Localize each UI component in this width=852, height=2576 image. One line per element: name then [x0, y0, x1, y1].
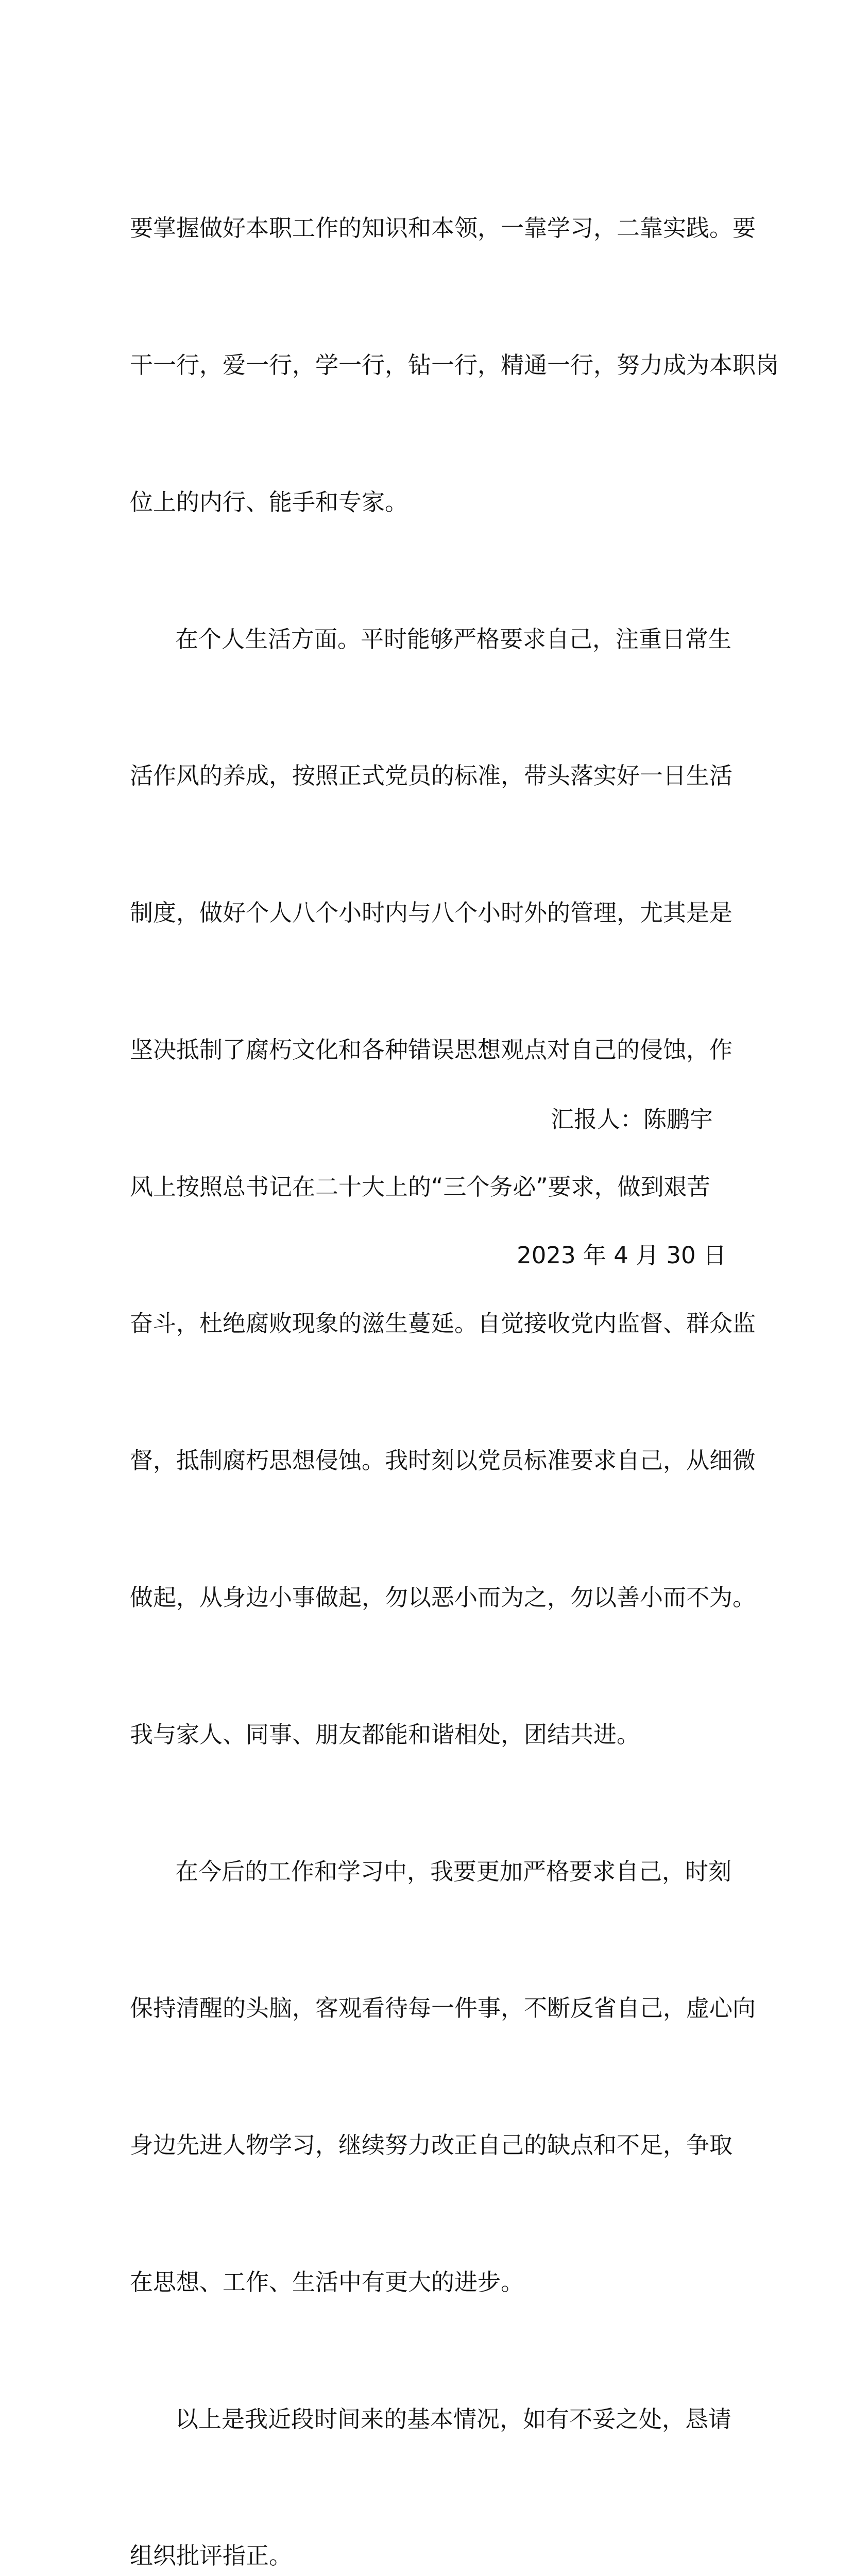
body-line: 活作风的养成，按照正式党员的标准，带头落实好一日生活: [130, 762, 733, 790]
body-line: 坚决抵制了腐朽文化和各种错误思想观点对自己的侵蚀，作: [130, 1036, 733, 1063]
paragraph-start-line: 在今后的工作和学习中，我要更加严格要求自己，时刻: [175, 1857, 732, 1885]
body-line: 督，抵制腐朽思想侵蚀。我时刻以党员标准要求自己，从细微: [130, 1447, 756, 1475]
body-line: 制度，做好个人八个小时内与八个小时外的管理，尤其是是: [130, 899, 733, 927]
body-line: 风上按照总书记在二十大上的“三个务必”要求，做到艰苦: [130, 1173, 710, 1200]
body-line: 干一行，爱一行，学一行，钻一行，精通一行，努力成为本职岗: [130, 351, 779, 379]
body-line: 组织批评指正。: [130, 2542, 293, 2570]
body-line: 位上的内行、能手和专家。: [130, 488, 408, 516]
paragraph-start-line: 以上是我近段时间来的基本情况，如有不妥之处，恳请: [175, 2405, 732, 2433]
body-line: 保持清醒的头脑，客观看待每一件事，不断反省自己，虚心向: [130, 1994, 756, 2022]
reporter-name: 汇报人：陈鹏宇: [550, 1106, 713, 1133]
signature-block: [130, 1006, 756, 1369]
body-line: 奋斗，杜绝腐败现象的滋生蔓延。自觉接收党内监督、群众监: [130, 1310, 756, 1337]
body-line: 身边先进人物学习，继续努力改正自己的缺点和不足，争取: [130, 2131, 733, 2159]
paragraph-start-line: 在个人生活方面。平时能够严格要求自己，注重日常生: [175, 625, 732, 653]
report-date: 2023 年 4 月 30 日: [517, 1242, 726, 1269]
body-line: 我与家人、同事、朋友都能和谐相处，团结共进。: [130, 1720, 640, 1748]
body-line: 要掌握做好本职工作的知识和本领，一靠学习，二靠实践。要: [130, 214, 756, 242]
body-line: 在思想、工作、生活中有更大的进步。: [130, 2268, 524, 2296]
body-line: 做起，从身边小事做起，勿以恶小而为之，勿以善小而不为。: [130, 1584, 756, 1611]
